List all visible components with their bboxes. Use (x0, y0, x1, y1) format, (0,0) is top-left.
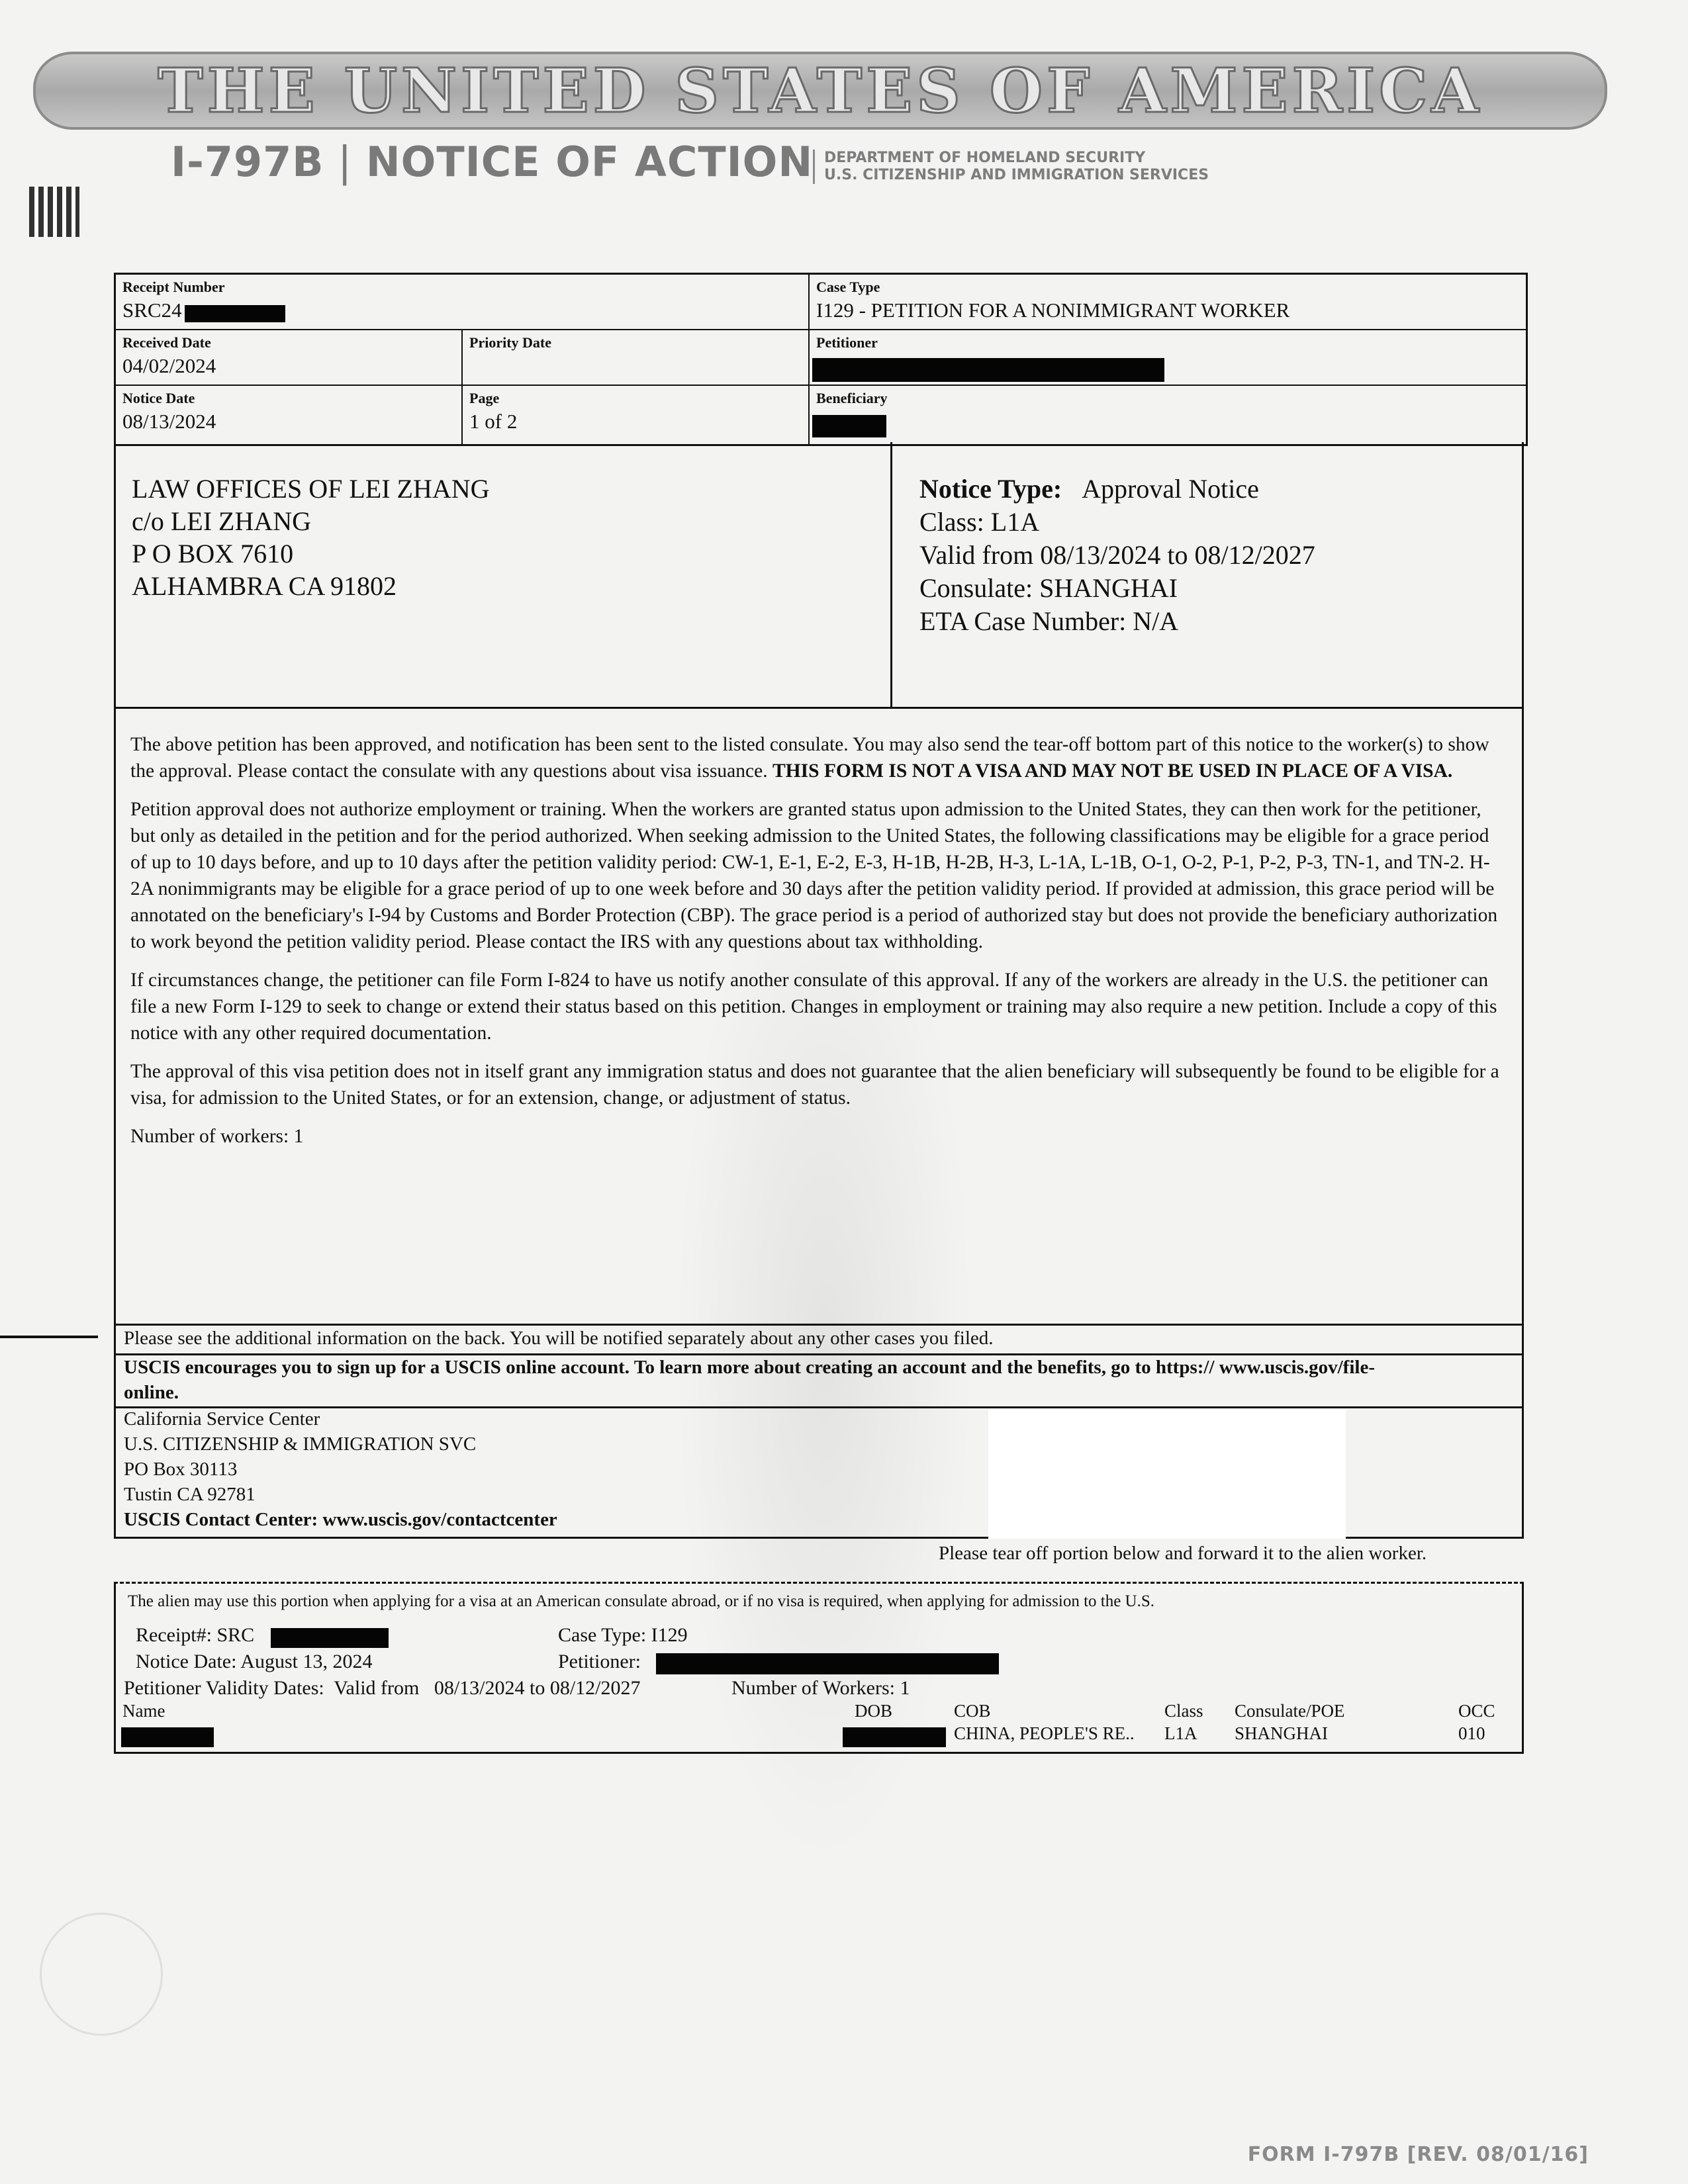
redaction-bar (843, 1727, 946, 1747)
paragraph-employment: Petition approval does not authorize employment or training. When the workers are granted status upon admission to the United States, they can then work for the petitioner, but only as detailed in the petition and for the period authorized. When seeking admission to the United States, the following classifications may be eligible for a grace period of up to 10 days before, and up to 10 days after the petition validity period: CW-1, E-1, E-2, E-3, H-1B, H-2B, H-3, L-1A, L-1B, O-1, O-2, P-1, P-2, P-3, TN-1, and TN-2. H-2A nonimmigrants may be eligible for a grace period of up to one week before and 30 days after the petition validity period. If provided at admission, this grace period will be annotated on the beneficiary's I-94 by Customs and Border Protection (CBP). The grace period is a period of authorized stay but does not provide the beneficiary authorization to work beyond the petition validity period. Please contact the IRS with any questions about tax withholding. (130, 799, 1498, 952)
received-date-value: 04/02/2024 (122, 354, 216, 377)
beneficiary-label: Beneficiary (816, 390, 888, 406)
notice-info (919, 473, 1315, 638)
address-notice-box (114, 442, 1524, 709)
tearoff-notice-date: Notice Date: August 13, 2024 (136, 1651, 373, 1672)
contact-center: USCIS Contact Center: www.uscis.gov/contactcenter (124, 1509, 557, 1530)
form-number: I-797B (171, 138, 324, 186)
notice-type-value: Approval Notice (1082, 474, 1259, 504)
tearoff-receipt: Receipt#: SRC (136, 1624, 255, 1646)
notice-date-cell (116, 386, 463, 444)
center-line-1: California Service Center (124, 1408, 320, 1430)
footer-box (114, 1326, 1524, 1539)
receipt-number-value: SRC24 (122, 298, 182, 322)
priority-date-cell (463, 330, 810, 386)
paragraph-status: The approval of this visa petition does not in itself grant any immigration status and does not guarantee that the alien beneficiary will subsequently be found to be eligible for a visa, for admission to the United States, or for an extension, change, or adjustment of status. (130, 1061, 1499, 1109)
top-fields-grid (114, 273, 1528, 446)
col-name-header: Name (122, 1701, 165, 1721)
case-type-label: Case Type (816, 279, 880, 295)
redaction-bar (812, 415, 886, 437)
col-cob-value: CHINA, PEOPLE'S RE.. (954, 1723, 1135, 1743)
header-banner (33, 52, 1607, 130)
center-line-2: U.S. CITIZENSHIP & IMMIGRATION SVC (124, 1433, 477, 1455)
class-line: Class: L1A (919, 507, 1040, 537)
receipt-number-label: Receipt Number (122, 279, 225, 295)
case-type-value: I129 - PETITION FOR A NONIMMIGRANT WORKER (816, 298, 1290, 322)
form-revision: FORM I-797B [REV. 08/01/16] (1247, 2143, 1589, 2166)
tear-instruction: Please tear off portion below and forward it to the alien worker. (939, 1543, 1427, 1564)
banner-text: THE UNITED STATES OF AMERICA (158, 55, 1483, 126)
margin-tick (0, 1336, 98, 1338)
col-dob-header: DOB (855, 1701, 893, 1721)
receipt-number-cell (116, 275, 810, 330)
address-line-2: c/o LEI ZHANG (132, 506, 312, 536)
mailing-address (132, 473, 490, 602)
service-center-address (124, 1406, 557, 1532)
paragraph-circumstances: If circumstances change, the petitioner can file Form I-824 to have us notify another consulate of this approval. If any of the workers are already in the U.S. the petitioner can file a new Form I-129 to seek to change or extend their status based on this petition. Changes in employment or training may also require a new petition. Include a copy of this notice with any other required documentation. (130, 970, 1497, 1044)
barcode-icon (29, 187, 79, 237)
column-divider (890, 442, 892, 707)
notice-body (130, 731, 1507, 1161)
priority-date-label: Priority Date (469, 334, 551, 351)
redaction-bar (812, 358, 1164, 382)
online-account-notice: USCIS encourages you to sign up for a USCIS online account. To learn more about creating an account and the benefits, go to https:// www.uscis.gov/file-online. (124, 1357, 1375, 1403)
case-type-cell (810, 275, 1526, 330)
col-class-value: L1A (1164, 1723, 1197, 1743)
tearoff-validity: Petitioner Validity Dates: Valid from 08/13/2024 to 08/12/2027 (124, 1677, 641, 1699)
redaction-bar (271, 1628, 389, 1648)
valid-line: Valid from 08/13/2024 to 08/12/2027 (919, 540, 1315, 570)
department-line-1: DEPARTMENT OF HOMELAND SECURITY (824, 150, 1146, 166)
address-line-3: P O BOX 7610 (132, 539, 294, 569)
petitioner-cell (810, 330, 1526, 386)
department-block (813, 150, 1209, 184)
page-value: 1 of 2 (469, 410, 518, 433)
redaction-bar (656, 1653, 999, 1674)
tearoff-intro: The alien may use this portion when applying for a visa at an American consulate abroad, or if no visa is required, when applying for admission to the U.S. (128, 1592, 1155, 1610)
consulate-line: Consulate: SHANGHAI (919, 573, 1178, 603)
form-title-text: NOTICE OF ACTION (365, 138, 814, 186)
col-cob-header: COB (954, 1701, 991, 1721)
additional-info: Please see the additional information on the back. You will be notified separately about any other cases you filed. (124, 1328, 994, 1349)
redaction-bar (121, 1727, 214, 1747)
received-date-cell (116, 330, 463, 386)
beneficiary-cell (810, 386, 1526, 444)
notice-type-label: Notice Type: (919, 474, 1062, 504)
address-line-1: LAW OFFICES OF LEI ZHANG (132, 474, 490, 504)
tearoff-case-type: Case Type: I129 (558, 1624, 688, 1646)
number-of-workers: Number of workers: 1 (130, 1126, 304, 1147)
received-date-label: Received Date (122, 334, 211, 351)
page-cell (463, 386, 810, 444)
notice-date-value: 08/13/2024 (122, 410, 216, 433)
notice-date-label: Notice Date (122, 390, 195, 406)
col-class-header: Class (1164, 1701, 1203, 1721)
address-line-4: ALHAMBRA CA 91802 (132, 571, 397, 601)
not-a-visa-warning: THIS FORM IS NOT A VISA AND MAY NOT BE USED IN PLACE OF A VISA. (772, 760, 1453, 782)
paragraph-approval: The above petition has been approved, and notification has been sent to the listed consulate. You may also send the tear-off bottom part of this notice to the worker(s) to show the approval. Please contact the consulate with any questions about visa issuance. THIS FORM IS NOT A VISA AND MAY NOT BE USED IN PLACE OF A VISA. (130, 734, 1489, 782)
tearoff-petitioner-label: Petitioner: (558, 1651, 641, 1672)
notice-body-box (114, 709, 1524, 1326)
department-line-2: U.S. CITIZENSHIP AND IMMIGRATION SERVICES (824, 167, 1209, 183)
tearoff-workers: Number of Workers: 1 (731, 1677, 910, 1699)
eta-line: ETA Case Number: N/A (919, 606, 1179, 636)
col-consulate-value: SHANGHAI (1235, 1723, 1328, 1743)
form-title: I-797B | NOTICE OF ACTION (171, 138, 814, 186)
center-line-4: Tustin CA 92781 (124, 1484, 256, 1505)
center-line-3: PO Box 30113 (124, 1459, 238, 1480)
tearoff-box (114, 1582, 1524, 1754)
redaction-bar (185, 305, 285, 322)
whiteout-area (988, 1409, 1346, 1539)
col-occ-header: OCC (1458, 1701, 1495, 1721)
col-occ-value: 010 (1458, 1723, 1485, 1743)
page-label: Page (469, 390, 500, 406)
petitioner-label: Petitioner (816, 334, 878, 351)
col-consulate-header: Consulate/POE (1235, 1701, 1345, 1721)
seal-watermark (40, 1913, 163, 2036)
